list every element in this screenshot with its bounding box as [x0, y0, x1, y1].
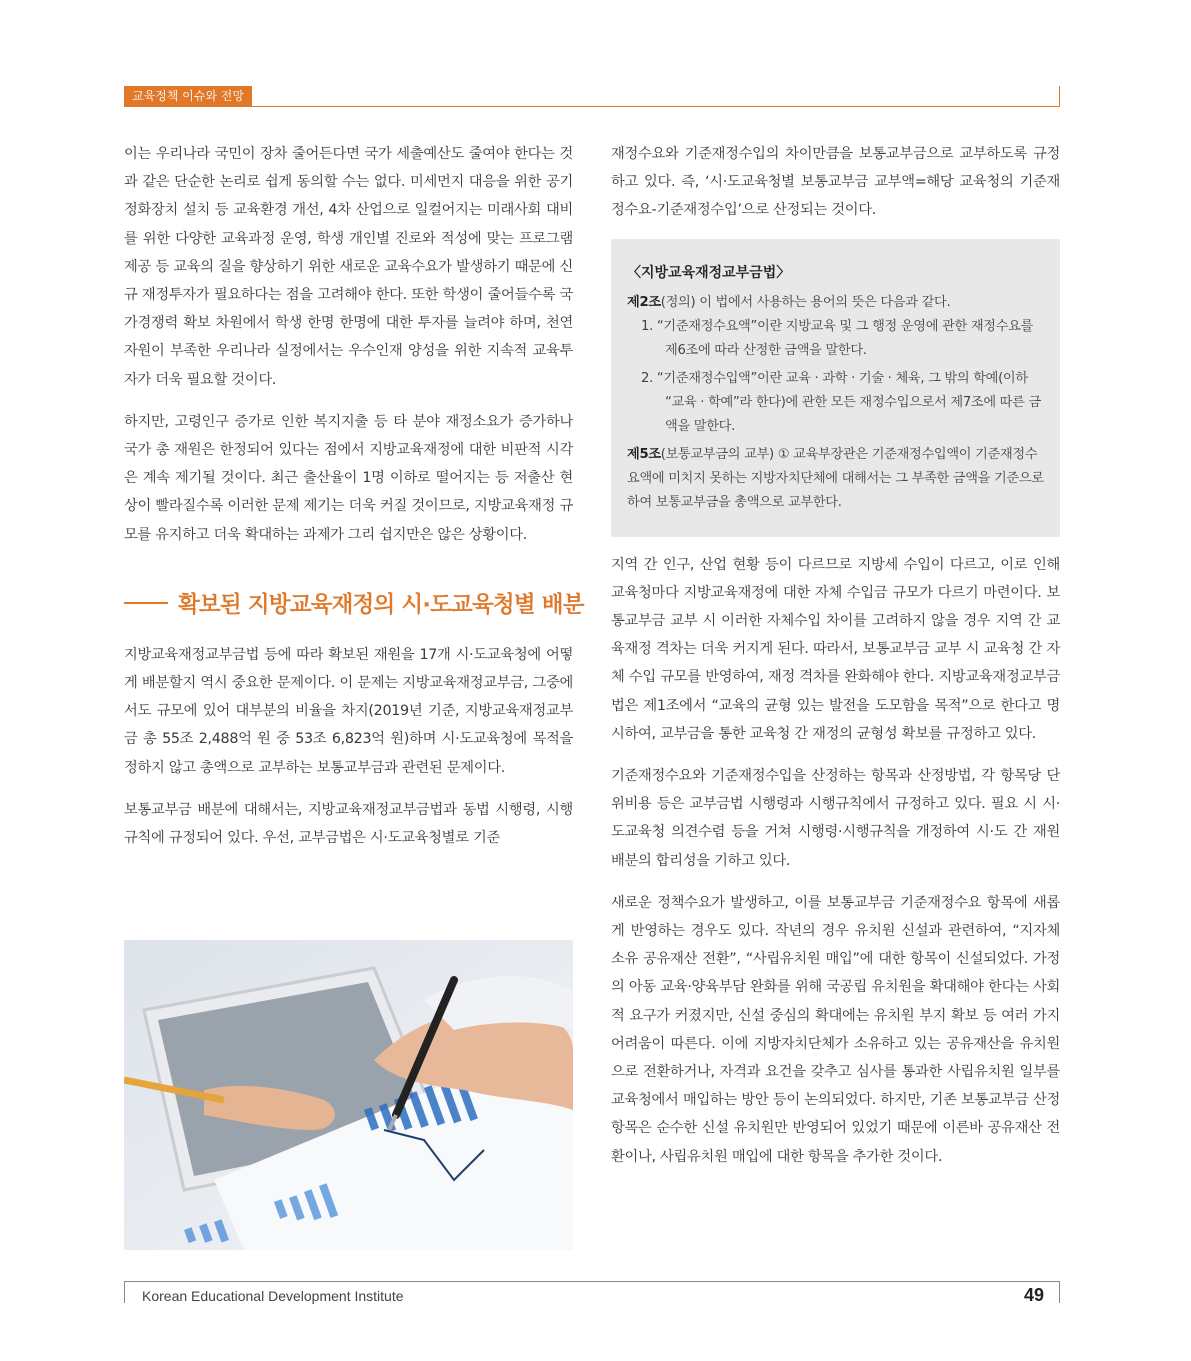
article-5-label: 제5조 — [627, 446, 661, 462]
section-heading — [124, 577, 584, 629]
page-number: 49 — [1024, 1285, 1045, 1305]
photo-illustration — [124, 940, 573, 1250]
right-paragraph-1: 재정수요와 기준재정수입의 차이만큼을 보통교부금으로 교부하도록 규정하고 있다. 즉, ‘시·도교육청별 보통교부금 교부액=해당 교육청의 기준재정수요-기준재정수입’으로 산정되는 것이다. — [611, 146, 1060, 219]
left-paragraph-3: 지방교육재정교부금법 등에 따라 확보된 재원을 17개 시·도교육청에 어떻게 배분할지 역시 중요한 문제이다. 이 문제는 지방교육재정교부금, 그중에서도 규모에 있어 대부분의 비율을 차지(2019년 기준, 지방교육재정교부금 총 55조 2,488억 원 중 53조 6,823억 원)하며 시·도교육청에 목적을 정하지 않고 총액으로 교부하는 보통교부금과 관련된 문제이다. — [124, 646, 573, 776]
heading-rule — [124, 602, 168, 604]
footer-rule-tick-left — [124, 1281, 125, 1303]
right-paragraph-2: 지역 간 인구, 산업 현황 등이 다르므로 지방세 수입이 다르고, 이로 인해 교육청마다 지방교육재정에 대한 자체 수입금 규모가 다르기 마련이다. 보통교부금 교부 시 이러한 자체수입 차이를 고려하지 않을 경우 지역 간 교육재정 격차는 더욱 커지게 된다. 따라서, 보통교부금 교부 시 교육청 간 자체 수입 규모를 반영하여, 재정 격차를 완화해야 한다. 지방교육재정교부금법은 제1조에서 “교육의 균형 있는 발전을 도모함을 목적”으로 한다고 명시하여, 교부금을 통한 교육청 간 재정의 균형성 확보를 규정하고 있다. — [611, 556, 1060, 742]
left-paragraph-2: 하지만, 고령인구 증가로 인한 복지지출 등 타 분야 재정소요가 증가하나 국가 총 재원은 한정되어 있다는 점에서 지방교육재정에 대한 비판적 시각은 계속 제기될 것이다. 최근 출산율이 1명 이하로 떨어지는 등 저출산 현상이 빨라질수록 이러한 문제 제기는 더욱 커질 것이므로, 지방교육재정 규모를 유지하고 더욱 확대하는 과제가 그리 쉽지만은 않은 상황이다. — [124, 413, 573, 543]
left-column — [124, 140, 584, 866]
header-rule — [124, 106, 1060, 107]
law-excerpt-box — [611, 239, 1060, 537]
law-article-5 — [627, 443, 1044, 515]
article-2-label: 제2조 — [627, 294, 661, 310]
right-paragraph-4: 새로운 정책수요가 발생하고, 이를 보통교부금 기준재정수요 항목에 새롭게 반영하는 경우도 있다. 작년의 경우 유치원 신설과 관련하여, “지자체 소유 공유재산 전환”, “사립유치원 매입”에 대한 항목이 신설되었다. 가정의 아동 교육·양육부담 완화를 위해 국공립 유치원을 확대해야 한다는 사회적 요구가 커졌지만, 신설 중심의 확대에는 유치원 부지 확보 등 여러 가지 어려움이 따른다. 이에 지방자치단체가 소유하고 있는 공유재산을 유치원으로 전환하거나, 자격과 요건을 갖추고 심사를 통과한 사립유치원 일부를 교육청에서 매입하는 방안 등이 논의되었다. 하지만, 기존 보통교부금 산정항목은 순수한 신설 유치원만 반영되어 있었기 때문에 이른바 공유재산 전환이나, 사립유치원 매입에 대한 항목을 추가한 것이다. — [611, 894, 1060, 1165]
photo-hands-with-charts — [124, 940, 573, 1250]
footer-rule — [124, 1281, 1060, 1282]
section-heading-title: 확보된 지방교육재정의 시·도교육청별 배분 — [178, 591, 584, 618]
left-paragraph-4: 보통교부금 배분에 대해서는, 지방교육재정교부금법과 동법 시행령, 시행규칙에 규정되어 있다. 우선, 교부금법은 시·도교육청별로 기준 — [124, 801, 573, 847]
left-paragraph-1: 이는 우리나라 국민이 장차 줄어든다면 국가 세출예산도 줄여야 한다는 것과 같은 단순한 논리로 쉽게 동의할 수는 없다. 미세먼지 대응을 위한 공기 정화장치 설치 등 교육환경 개선, 4차 산업으로 일컬어지는 미래사회 대비를 위한 다양한 교육과정 운영, 학생 개인별 진로와 적성에 맞는 프로그램 제공 등 교육의 질을 향상하기 위한 새로운 교육수요가 발생하기 때문에 신규 재정투자가 필요하다는 점을 고려해야 한다. 또한 학생이 줄어들수록 국가경쟁력 확보 차원에서 학생 한명 한명에 대한 투자를 늘려야 하며, 천연자원이 부족한 우리나라 실정에서는 우수인재 양성을 위한 지속적 교육투자가 더욱 필요할 것이다. — [124, 146, 573, 388]
law-article-2 — [627, 291, 1044, 315]
right-paragraph-3: 기준재정수요와 기준재정수입을 산정하는 항목과 산정방법, 각 항목당 단위비용 등은 교부금법 시행령과 시행규칙에서 규정하고 있다. 필요 시 시·도교육청 의견수렴 등을 거쳐 시행령·시행규칙을 개정하여 시·도 간 재원 배분의 합리성을 기하고 있다. — [611, 768, 1060, 869]
law-box-title: 〈지방교육재정교부금법〉 — [627, 264, 791, 281]
footer-institute-name: Korean Educational Development Institute — [142, 1288, 404, 1304]
article-2-list — [627, 315, 1044, 439]
header-category-tag: 교육정책 이슈와 전망 — [124, 86, 252, 107]
footer-rule-tick-right — [1059, 1281, 1060, 1303]
article-2-item-1: 1. “기준재정수요액”이란 지방교육 및 그 행정 운영에 관한 재정수요를 제6조에 따라 산정한 금액을 말한다. — [641, 318, 1034, 358]
header-rule-tick — [1059, 86, 1060, 107]
article-5-text: (보통교부금의 교부) ① 교육부장관은 기준재정수입액이 기준재정수요액에 미치지 못하는 지방자치단체에 대해서는 그 부족한 금액을 기준으로 하여 보통교부금을 총액으로 교부한다. — [627, 446, 1044, 510]
right-column — [611, 140, 1060, 1185]
article-2-text: (정의) 이 법에서 사용하는 용어의 뜻은 다음과 같다. — [660, 294, 951, 310]
article-2-item-2: 2. “기준재정수입액”이란 교육 · 과학 · 기술 · 체육, 그 밖의 학예(이하 “교육 · 학예”라 한다)에 관한 모든 재정수입으로서 제7조에 따른 금액을 말한다. — [641, 370, 1041, 434]
